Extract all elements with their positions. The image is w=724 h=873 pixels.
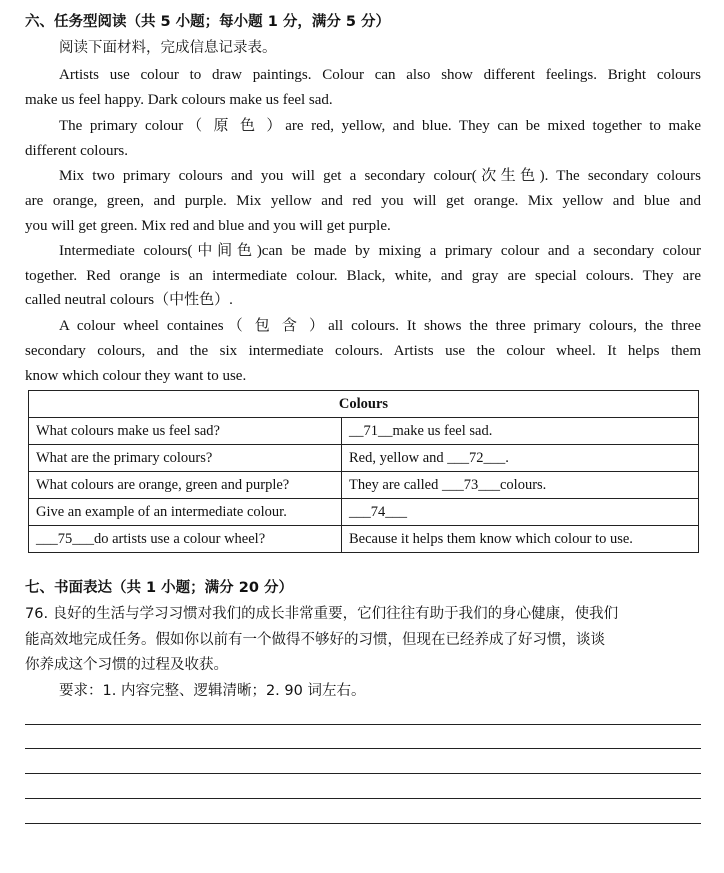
writing-requirement: 要求：1. 内容完整、逻辑清晰；2. 90 词左右。 xyxy=(59,683,366,699)
passage-line: A colour wheel containes（ 包 含 ）all colours. It shows the three primary colours, the three xyxy=(59,318,701,334)
answer-blank[interactable]: __71__ xyxy=(349,422,393,439)
answer-blank[interactable]: ___74___ xyxy=(349,503,407,520)
passage-line: The primary colour（ 原 色 ）are red, yellow, and blue. They can be mixed together to make xyxy=(59,118,701,134)
table-row xyxy=(29,445,699,472)
question-text: do artists use a colour wheel? xyxy=(94,530,266,547)
answer-text: colours. xyxy=(499,476,547,493)
passage-line: Mix two primary colours and you will get a secondary colour(次生色). The secondary colours xyxy=(59,168,701,184)
table-row xyxy=(29,418,699,445)
answer-blank[interactable]: ___72___ xyxy=(447,449,506,466)
writing-prompt-line: 能高效地完成任务。假如你以前有一个做得不够好的习惯，但现在已经养成了好习惯，谈谈 xyxy=(25,632,605,648)
answer-blank[interactable]: ___73___ xyxy=(441,476,500,493)
answer-text: . xyxy=(505,449,509,466)
passage-line: make us feel happy. Dark colours make us feel sad. xyxy=(25,92,333,108)
writing-prompt-line: 76. 良好的生活与学习习惯对我们的成长非常重要，它们往往有助于我们的身心健康，使我们 xyxy=(25,606,619,622)
passage-line: Artists use colour to draw paintings. Colour can also show different feelings. Bright colours xyxy=(59,67,701,83)
info-table xyxy=(28,390,699,553)
passage-line: called neutral colours（中性色）. xyxy=(25,292,233,308)
section6-instruction: 阅读下面材料，完成信息记录表。 xyxy=(59,40,277,56)
writing-line[interactable] xyxy=(25,773,701,774)
writing-line[interactable] xyxy=(25,724,701,725)
table-row xyxy=(29,472,699,499)
writing-prompt-line: 你养成这个习惯的过程及收获。 xyxy=(25,657,228,673)
table-row xyxy=(29,499,699,526)
answer-cell xyxy=(342,499,699,526)
section6-heading: 六、任务型阅读（共 5 小题；每小题 1 分，满分 5 分） xyxy=(25,14,391,30)
section7-heading: 七、书面表达（共 1 小题；满分 20 分） xyxy=(25,580,293,596)
question-cell: Give an example of an intermediate colour. xyxy=(29,499,342,526)
passage-line: together. Red orange is an intermediate colour. Black, white, and gray are special colours. They are xyxy=(25,268,701,284)
table-row xyxy=(29,526,699,553)
passage-line: are orange, green, and purple. Mix yellow and red you will get orange. Mix yellow and blue and xyxy=(25,193,701,209)
table-title: Colours xyxy=(29,391,699,418)
passage-line: different colours. xyxy=(25,143,129,159)
passage-line: you will get green. Mix red and blue and you will get purple. xyxy=(25,218,391,234)
answer-cell: Because it helps them know which colour to use. xyxy=(342,526,699,553)
question-blank[interactable]: ___75___ xyxy=(36,530,94,547)
question-cell: What are the primary colours? xyxy=(29,445,342,472)
writing-line[interactable] xyxy=(25,798,701,799)
passage-line: Intermediate colours(中间色)can be made by mixing a primary colour and a secondary colour xyxy=(59,243,701,259)
writing-line[interactable] xyxy=(25,823,701,824)
answer-text: make us feel sad. xyxy=(392,422,493,439)
answer-text: They are called xyxy=(349,476,442,493)
answer-text: Red, yellow and xyxy=(349,449,448,466)
question-cell: What colours are orange, green and purple? xyxy=(29,472,342,499)
passage-line: know which colour they want to use. xyxy=(25,368,247,384)
answer-cell xyxy=(342,418,699,445)
answer-cell xyxy=(342,445,699,472)
writing-line[interactable] xyxy=(25,748,701,749)
question-cell: What colours make us feel sad? xyxy=(29,418,342,445)
question-cell xyxy=(29,526,342,553)
passage-line: secondary colours, and the six intermediate colours. Artists use the colour wheel. It helps them xyxy=(25,343,701,359)
answer-cell xyxy=(342,472,699,499)
